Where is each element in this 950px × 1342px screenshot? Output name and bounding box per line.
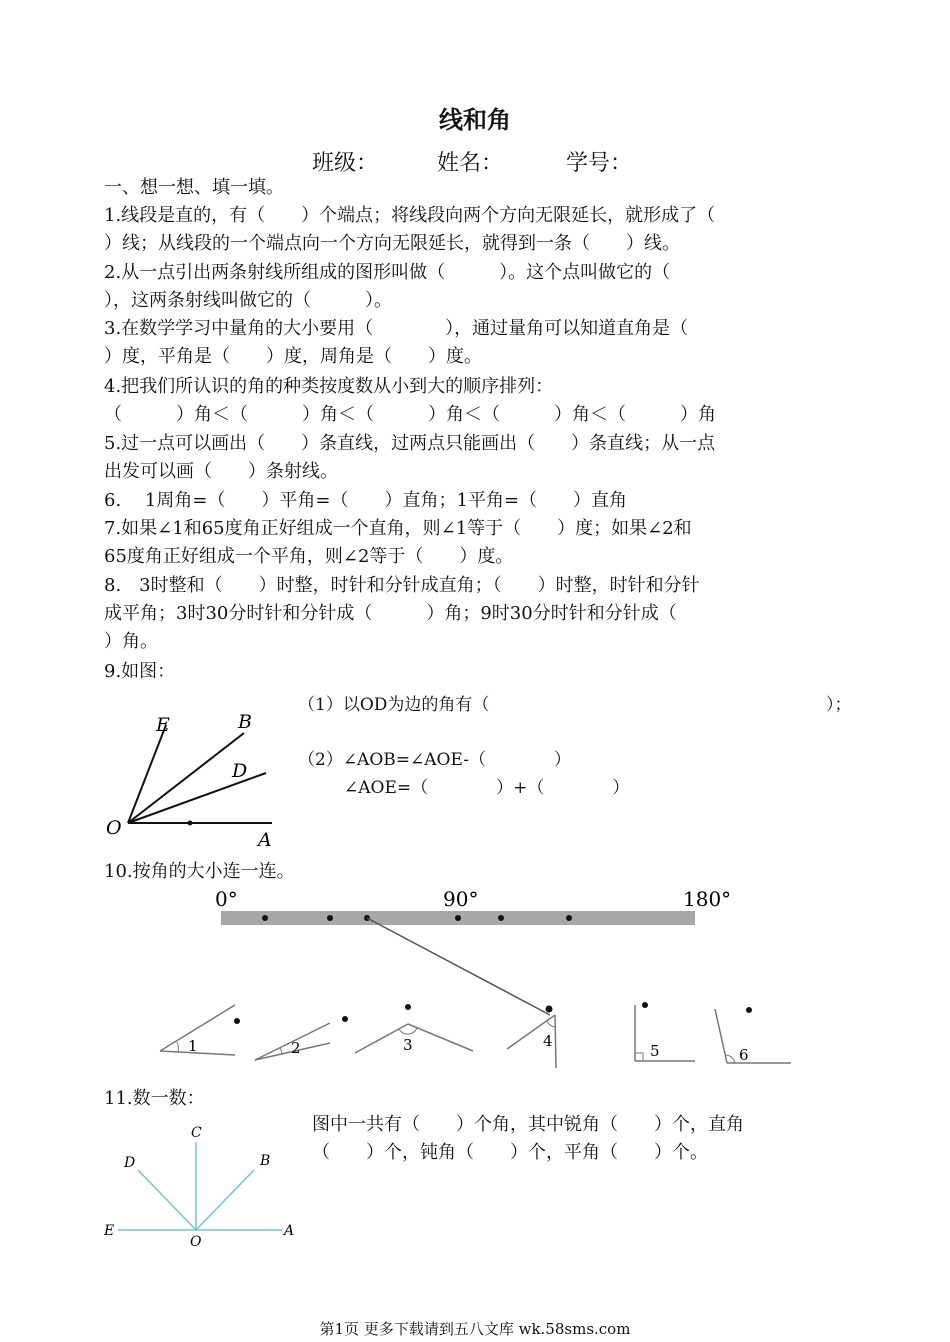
q11-label: 11.数一数： (104, 1088, 205, 1109)
name-label: 姓名： (437, 151, 504, 176)
q7-line1: 7.如果∠1和65度角正好组成一个直角，则∠1等于（ ）度；如果∠2和 (104, 518, 692, 539)
q11-text-line2: （ ）个，钝角（ ）个，平角（ ）个。 (312, 1142, 708, 1163)
point-a-label: A (258, 829, 272, 850)
q8-line2: 成平角；3时30分时针和分针成（ ）角；9时30分时针和分针成（ (104, 603, 677, 624)
q6-line1: 6. 1周角=（ ）平角=（ ）直角；1平角=（ ）直角 (104, 490, 628, 511)
q1-line1: 1.线段是直的，有（ ）个端点；将线段向两个方向无限延长，就形成了（ (104, 205, 716, 226)
q9-part1-start: （1）以OD为边的角有（ (298, 695, 490, 715)
point-b-label: B (238, 711, 252, 733)
q8-line1: 8. 3时整和（ ）时整，时针和分针成直角；（ ）时整，时针和分针 (104, 575, 700, 596)
q11-point-e-label: E (104, 1223, 115, 1239)
angle-1-label: 1 (188, 1037, 198, 1055)
q3-line1: 3.在数学学习中量角的大小要用（ ），通过量角可以知道直角是（ (104, 318, 689, 339)
angle-2-label: 2 (291, 1039, 301, 1057)
scale-90-label: 90° (443, 887, 479, 911)
q11-point-b-label: B (260, 1153, 271, 1169)
q5-line1: 5.过一点可以画出（ ）条直线，过两点只能画出（ ）条直线；从一点 (104, 433, 716, 454)
q2-line1: 2.从一点引出两条射线所组成的图形叫做（ ）。这个点叫做它的（ (104, 262, 671, 283)
point-d-label: D (232, 760, 248, 782)
q9-part2-line2: ∠AOE=（ ）+（ ） (344, 778, 630, 798)
angle-6-label: 6 (739, 1046, 749, 1064)
q9-angle-figure (104, 695, 284, 850)
q9-label: 9.如图： (104, 661, 176, 682)
q11-point-d-label: D (124, 1155, 136, 1171)
point-o-label: O (106, 817, 122, 839)
page-title: 线和角 (439, 106, 511, 134)
q2-line2: ），这两条射线叫做它的（ ）。 (104, 290, 392, 311)
q4-line1: 4.把我们所认识的角的种类按度数从小到大的顺序排列： (104, 376, 554, 397)
angle-4-label: 4 (543, 1032, 553, 1050)
q8-line3: ）角。 (104, 631, 158, 652)
q11-text-line1: 图中一共有（ ）个角，其中锐角（ ）个，直角 (312, 1114, 744, 1135)
q9-part1-end: ）； (826, 695, 852, 715)
q4-line2: （ ）角＜（ ）角＜（ ）角＜（ ）角＜（ ）角 (104, 404, 716, 425)
q7-line2: 65度角正好组成一个平角，则∠2等于（ ）度。 (104, 546, 514, 567)
q11-point-c-label: C (191, 1125, 202, 1141)
q11-point-a-label: A (284, 1223, 295, 1239)
angle-5-label: 5 (650, 1042, 660, 1060)
q9-part2-line1: （2）∠AOB=∠AOE-（ ） (298, 750, 571, 770)
section-heading: 一、想一想、填一填。 (104, 177, 284, 198)
class-label: 班级： (312, 151, 379, 176)
point-e-label: E (156, 714, 170, 736)
student-number-label: 学号： (566, 151, 633, 176)
q10-angle-matching-figure (155, 883, 795, 1078)
q11-angle-count-figure (104, 1120, 299, 1250)
angle-3-label: 3 (403, 1036, 413, 1054)
scale-0-label: 0° (215, 887, 238, 911)
scale-180-label: 180° (683, 887, 732, 911)
q1-line2: ）线；从线段的一个端点向一个方向无限延长，就得到一条（ ）线。 (104, 233, 680, 254)
q11-point-o-label: O (190, 1234, 202, 1250)
q5-line2: 出发可以画（ ）条射线。 (104, 461, 338, 482)
page-footer: 第1页 更多下载请到五八文库 wk.58sms.com (319, 1320, 631, 1338)
q3-line2: ）度，平角是（ ）度，周角是（ ）度。 (104, 346, 482, 367)
q10-label: 10.按角的大小连一连。 (104, 861, 295, 882)
